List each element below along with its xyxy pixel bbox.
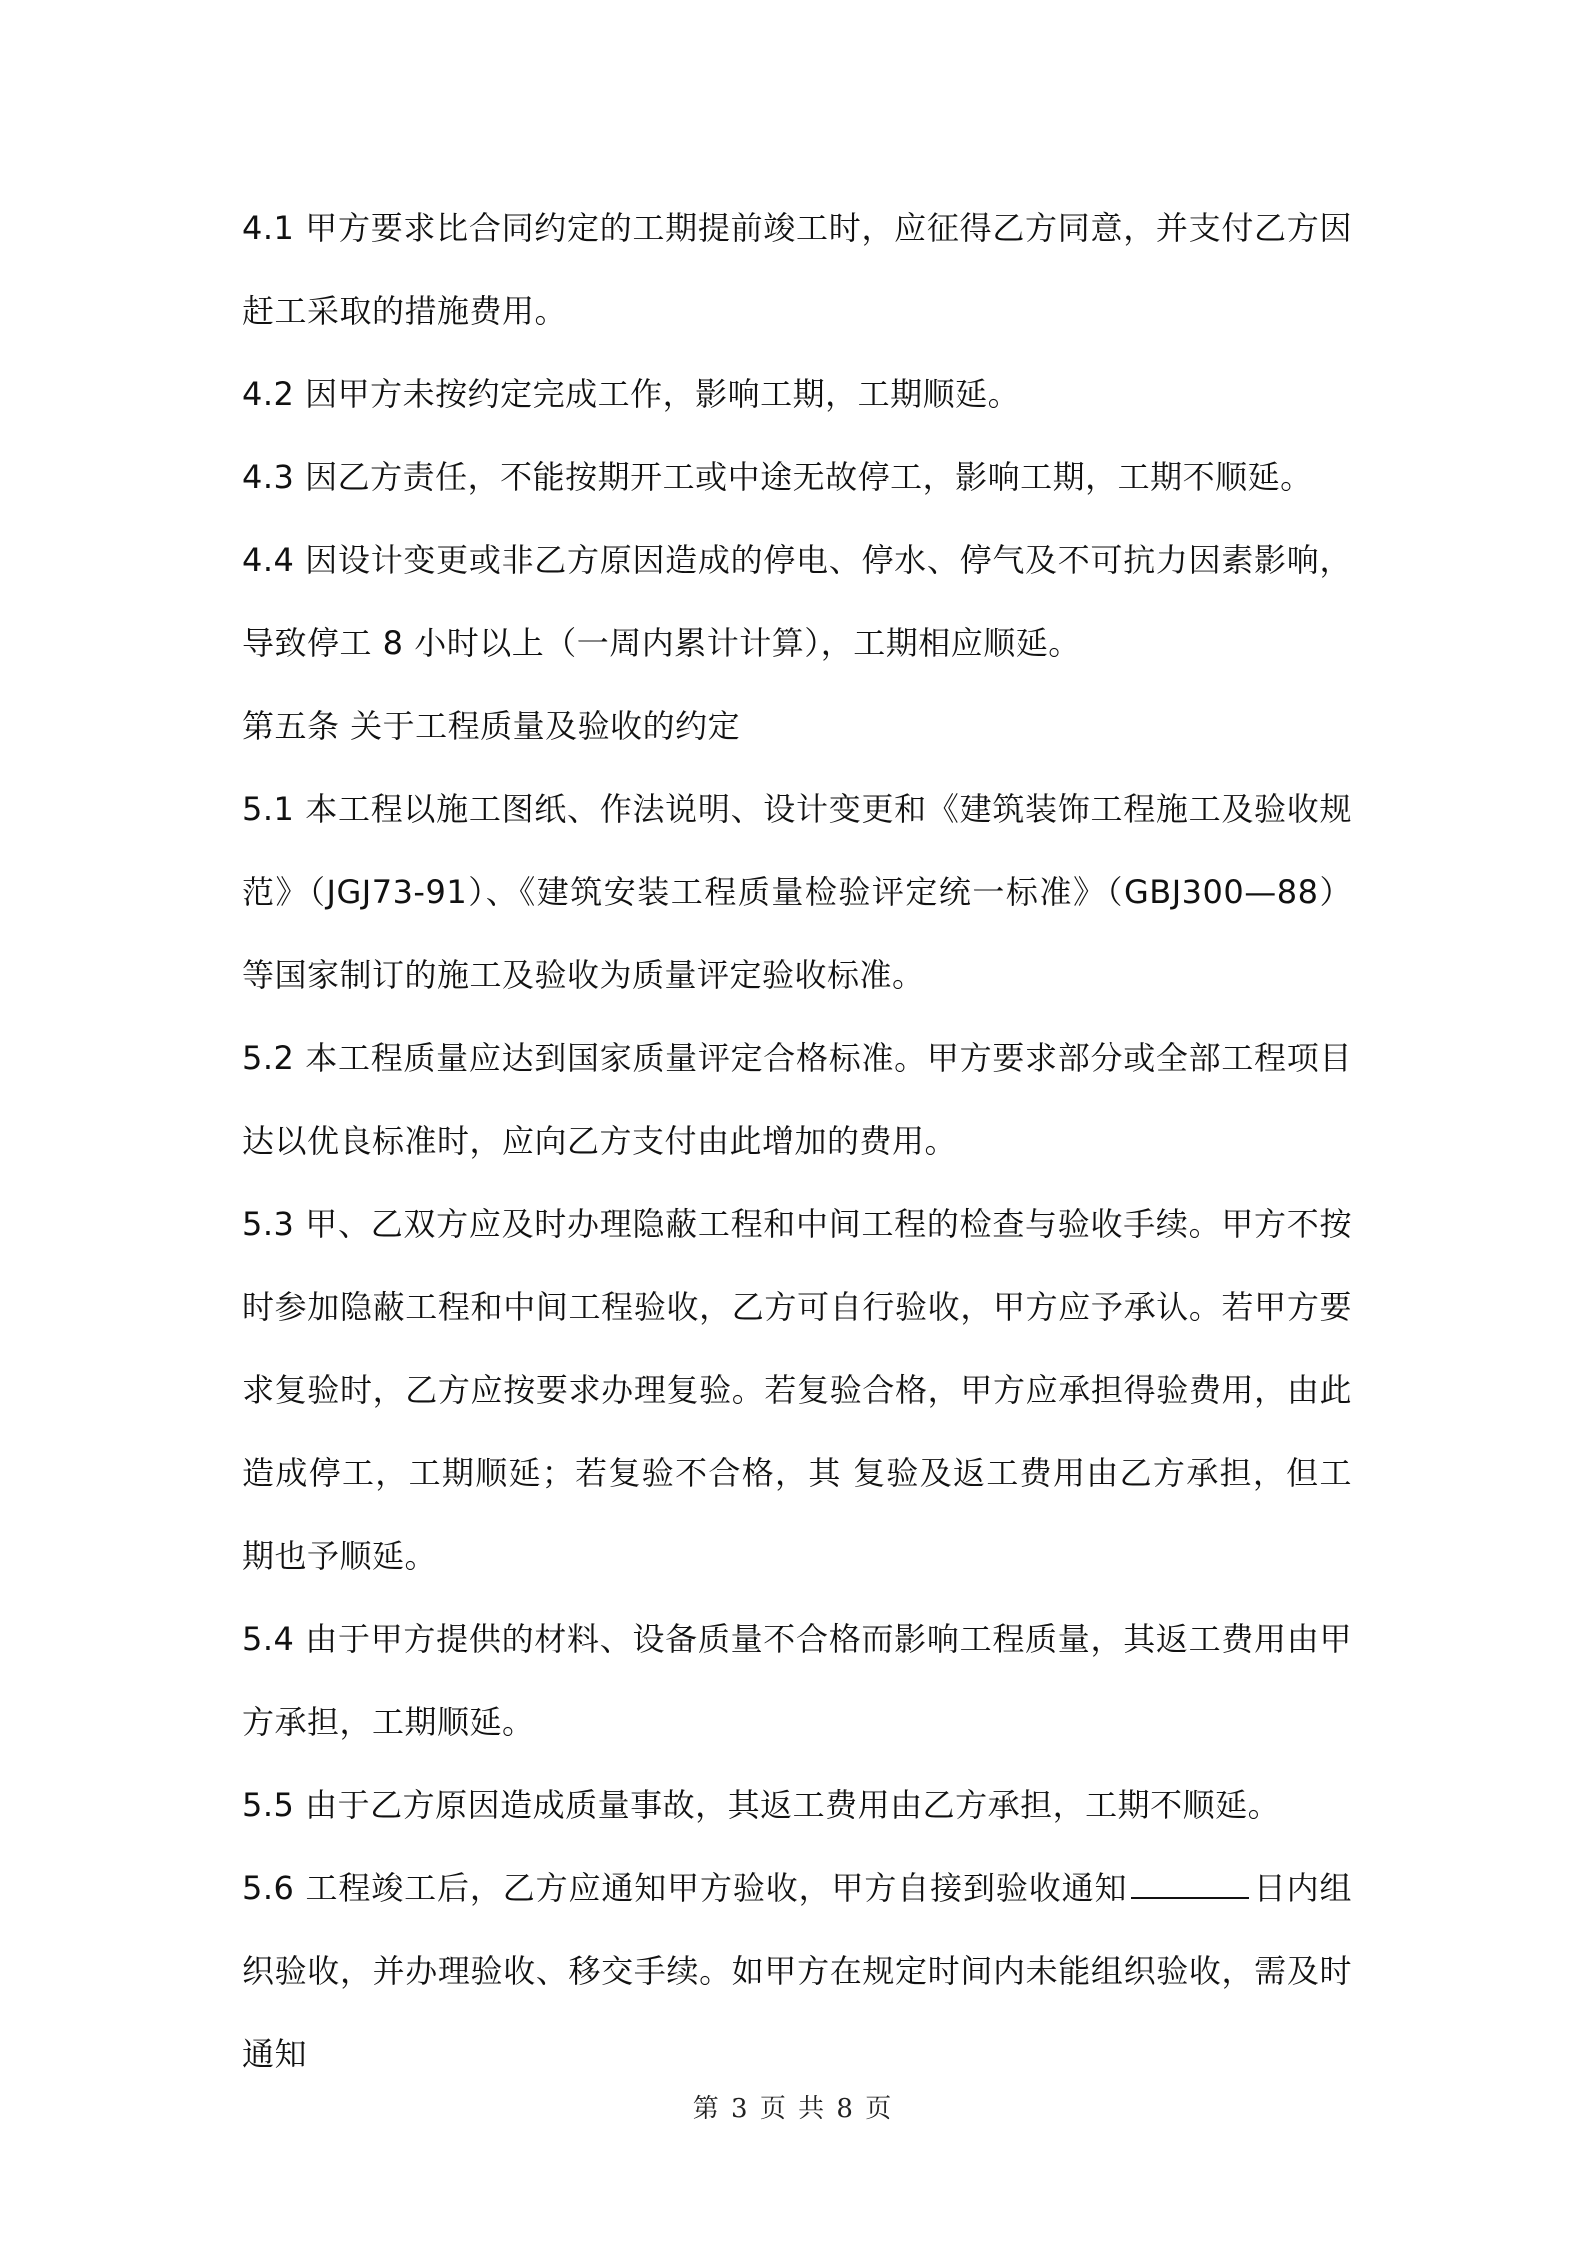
clause-5-1: 5.1 本工程以施工图纸、作法说明、设计变更和《建筑装饰工程施工及验收规范》（JGJ73-91）、《建筑安装工程质量检验评定统一标准》（GBJ300—88）等国家制订的施工及验收为质量评定验收标准。 xyxy=(242,790,1352,994)
clause-4-3: 4.3 因乙方责任，不能按期开工或中途无故停工，影响工期，工期不顺延。 xyxy=(242,458,1313,496)
clause-5-6 xyxy=(242,1847,1352,2096)
document-body xyxy=(242,187,1352,2096)
page-number-footer: 第 3 页 共 8 页 xyxy=(692,2094,894,2124)
clause-5-6-text-before: 5.6 工程竣工后，乙方应通知甲方验收，甲方自接到验收通知 xyxy=(242,1869,1128,1907)
clause-4-1: 4.1 甲方要求比合同约定的工期提前竣工时，应征得乙方同意，并支付乙方因赶工采取的措施费用。 xyxy=(242,209,1352,330)
clause-5-6-text-after: 日内组织验收，并办理验收、移交手续。如甲方在规定时间内未能组织验收，需及时通知 xyxy=(242,1869,1352,2073)
clause-4-4: 4.4 因设计变更或非乙方原因造成的停电、停水、停气及不可抗力因素影响，导致停工 8 小时以上（一周内累计计算），工期相应顺延。 xyxy=(242,541,1352,662)
clause-5-4: 5.4 由于甲方提供的材料、设备质量不合格而影响工程质量，其返工费用由甲方承担，工期顺延。 xyxy=(242,1620,1352,1741)
section-heading-article-5: 第五条 关于工程质量及验收的约定 xyxy=(242,707,741,745)
clause-5-2: 5.2 本工程质量应达到国家质量评定合格标准。甲方要求部分或全部工程项目达以优良标准时，应向乙方支付由此增加的费用。 xyxy=(242,1039,1352,1160)
clause-5-3: 5.3 甲、乙双方应及时办理隐蔽工程和中间工程的检查与验收手续。甲方不按时参加隐蔽工程和中间工程验收，乙方可自行验收，甲方应予承认。若甲方要求复验时，乙方应按要求办理复验。若复验合格，甲方应承担得验费用，由此造成停工，工期顺延；若复验不合格，其 复验及返工费用由乙方承担，但工期也予顺延。 xyxy=(242,1205,1352,1575)
clause-5-5: 5.5 由于乙方原因造成质量事故，其返工费用由乙方承担，工期不顺延。 xyxy=(242,1786,1281,1824)
fill-in-blank-days[interactable] xyxy=(1131,1865,1249,1899)
clause-4-2: 4.2 因甲方未按约定完成工作，影响工期，工期顺延。 xyxy=(242,375,1021,413)
